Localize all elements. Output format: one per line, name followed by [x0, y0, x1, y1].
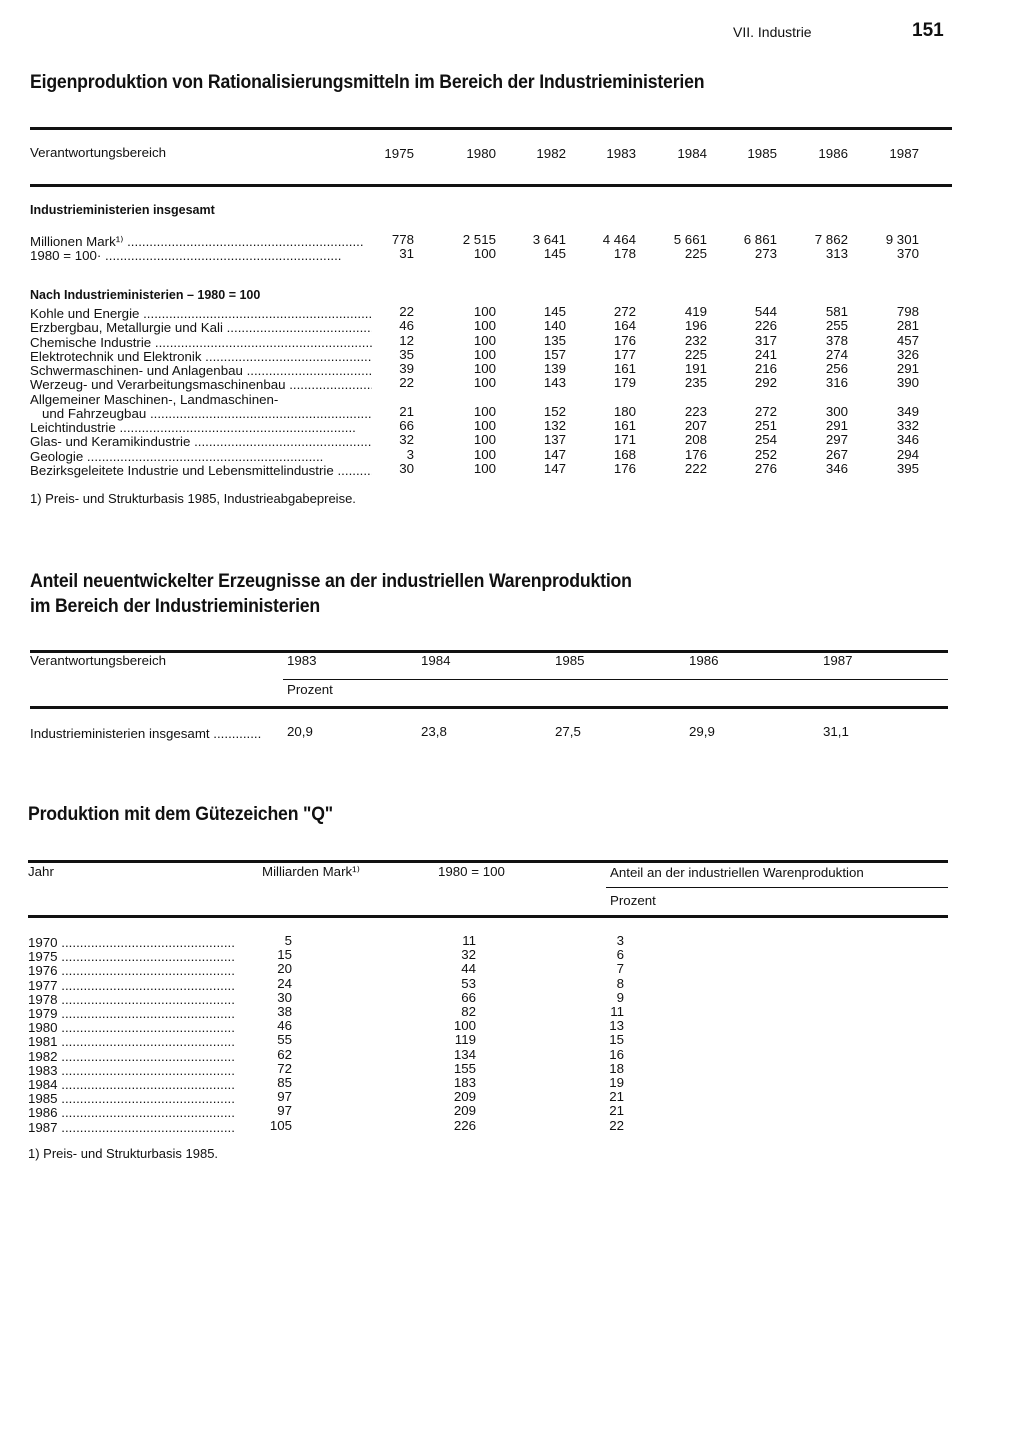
table1-cell: 168: [613, 446, 636, 462]
table1-cell: 135: [543, 332, 566, 348]
table1-cell: 778: [391, 232, 414, 247]
table1-cell: 3 641: [532, 232, 566, 247]
table1-cell: 139: [543, 361, 566, 376]
table1-cell: 31: [399, 246, 414, 262]
table1-cell: 191: [684, 361, 707, 376]
table1-cell: 178: [613, 246, 636, 262]
table1-cell: 7 862: [814, 232, 848, 247]
table3-year: 1980 .....: [28, 1020, 236, 1035]
table1-cell: 22: [399, 375, 414, 391]
table1-cell: 267: [825, 446, 848, 462]
table1-cell: 39: [399, 361, 414, 376]
table1-cell: 419: [684, 304, 707, 319]
table3-share: 16: [609, 1046, 624, 1062]
table3-index: 119: [454, 1032, 476, 1048]
table3-mrd: 20: [277, 961, 292, 977]
table1-cell: 100: [473, 375, 496, 391]
table1-cell: 252: [754, 446, 777, 462]
table1-cell: 316: [825, 375, 848, 391]
table1-cell: 291: [825, 418, 848, 433]
table1-year-header: 1987: [889, 146, 919, 161]
table3-mrd: 46: [277, 1018, 292, 1034]
table1-cell: 274: [825, 346, 848, 362]
table3-year: 1983 .....: [28, 1063, 236, 1078]
table2-header-rule: [30, 706, 948, 709]
table3-index: 44: [461, 961, 476, 977]
table2-cell: 23,8: [421, 724, 447, 739]
table1-cell: 291: [896, 361, 919, 376]
table1-cell: 9 301: [885, 232, 919, 247]
table1-cell: 100: [473, 446, 496, 462]
table2-cell: 20,9: [287, 724, 313, 739]
table1-cell: 100: [473, 332, 496, 348]
table2-unit: Prozent: [287, 682, 333, 697]
table1-cell: 4 464: [602, 232, 636, 247]
table1-year-header: 1986: [818, 146, 848, 161]
table1-cell: 100: [473, 403, 496, 419]
table3-mrd: 30: [277, 989, 292, 1005]
table3-share: 6: [616, 947, 624, 963]
table3-year-wrap: [28, 1119, 236, 1137]
table1-cell: 176: [684, 446, 707, 462]
table3-index: 183: [453, 1075, 476, 1090]
table3-share: 11: [610, 1004, 624, 1019]
table1-cell: 143: [543, 375, 566, 391]
table1-cell: 100: [473, 246, 496, 262]
table1-cell: 256: [825, 361, 848, 376]
table1-cell: 179: [613, 375, 636, 391]
table1-row-label: Glas- und Keramikindustrie .....: [30, 434, 372, 449]
table3-index: 226: [453, 1117, 476, 1133]
table1-cell: 370: [896, 246, 919, 262]
table3-year: 1970 .....: [28, 935, 236, 950]
table1-cell: 161: [613, 418, 636, 433]
table2-year-header: 1987: [823, 653, 853, 668]
table3-share: 3: [616, 933, 624, 948]
table3-year: 1975 .....: [28, 949, 236, 964]
table1-cell: 145: [543, 246, 566, 262]
table3-year: 1978 .....: [28, 992, 236, 1007]
table3-year: 1984 .....: [28, 1077, 236, 1092]
table1-cell: 544: [754, 304, 777, 319]
table3-mrd: 15: [277, 947, 292, 963]
table1-cell: 2 515: [462, 232, 496, 247]
table3-index: 32: [461, 947, 476, 963]
table2-title-line1: Anteil neuentwickelter Erzeugnisse an der industriellen Warenproduktion: [30, 571, 632, 592]
table1-cell: 317: [754, 332, 777, 348]
table2-unit-rule: [283, 679, 948, 680]
table3-mrd: 55: [277, 1032, 292, 1048]
table1-cell: 100: [473, 460, 496, 476]
table1-cell: 378: [825, 332, 848, 348]
table3-index: 100: [453, 1018, 476, 1034]
table2-year-header: 1986: [689, 653, 719, 668]
table1-cell: 281: [896, 318, 919, 334]
table3-share: 18: [609, 1060, 624, 1076]
table1-cell: 272: [613, 304, 636, 319]
table1-year-header: 1984: [677, 146, 707, 161]
table1-cell: 3: [406, 446, 414, 462]
table1-cell: 581: [825, 304, 848, 319]
table1-footnote: 1) Preis- und Strukturbasis 1985, Industrieabgabepreise.: [30, 491, 356, 506]
table1-cell: 349: [896, 403, 919, 419]
table3-mrd: 62: [277, 1046, 292, 1062]
table2-year-header: 1984: [421, 653, 451, 668]
table3-mrd: 5: [284, 933, 292, 948]
table1-cell: 207: [684, 418, 707, 433]
table1-cell: 164: [613, 318, 636, 334]
table2-col-label: Verantwortungsbereich: [30, 653, 167, 668]
table3-mrd: 38: [277, 1004, 292, 1019]
table1-cell: 12: [399, 332, 414, 348]
table3-title: Produktion mit dem Gütezeichen "Q": [28, 804, 333, 825]
table1-cell: 46: [399, 318, 414, 334]
table3-share: 13: [609, 1018, 624, 1034]
table3-index: 209: [453, 1089, 476, 1105]
table3-year: 1987 .....: [28, 1120, 236, 1135]
running-header-section: VII. Industrie: [733, 24, 812, 40]
table1-year-header: 1983: [606, 146, 636, 161]
table1-title: Eigenproduktion von Rationalisierungsmitteln im Bereich der Industrieministerien: [30, 72, 705, 93]
table1-cell: 390: [896, 375, 919, 391]
table3-year: 1982 .....: [28, 1049, 236, 1064]
table1-cell: 225: [684, 246, 707, 262]
table1-cell: 798: [896, 304, 919, 319]
table1-cell: 32: [399, 432, 414, 448]
table1-cell: 147: [543, 446, 566, 462]
table1-cell: 297: [825, 432, 848, 448]
table2-year-header: 1985: [555, 653, 585, 668]
table1-cell: 66: [399, 418, 414, 433]
table1-cell: 21: [399, 403, 414, 419]
table1-cell: 196: [684, 318, 707, 334]
table3-index: 53: [461, 975, 476, 991]
table1-cell: 35: [399, 346, 414, 362]
table1-cell: 222: [684, 460, 707, 476]
table1-cell: 395: [896, 460, 919, 476]
table1-row-label: Bezirksgeleitete Industrie und Lebensmittelindustrie .....: [30, 463, 372, 478]
table1-row-label: Millionen Mark¹⁾ .....: [30, 234, 364, 249]
table1-row-label: Elektrotechnik und Elektronik .....: [30, 349, 372, 364]
table1-cell: 161: [613, 361, 636, 376]
table1-cell: 100: [473, 418, 496, 433]
table3-share: 8: [616, 975, 624, 991]
table1-cell: 232: [684, 332, 707, 348]
table1-cell: 223: [684, 403, 707, 419]
table1-cell: 208: [684, 432, 707, 448]
table3-year: 1976 .....: [28, 963, 236, 978]
table1-cell: 226: [754, 318, 777, 334]
table1-year-header: 1975: [384, 146, 414, 161]
table3-index: 209: [453, 1103, 476, 1119]
table1-cell: 313: [825, 246, 848, 262]
table3-mrd: 24: [277, 975, 292, 991]
table3-index: 134: [453, 1046, 476, 1062]
table1-row-label: und Fahrzeugbau .....: [42, 406, 372, 421]
table1-cell: 346: [825, 460, 848, 476]
table1-cell: 145: [543, 304, 566, 319]
table1-row-label-wrap: [30, 462, 372, 480]
table3-mrd: 85: [277, 1075, 292, 1090]
table1-row-label: Leichtindustrie .....: [30, 420, 356, 435]
table1-cell: 272: [754, 403, 777, 419]
table1-row-label: Schwermaschinen- und Anlagenbau .....: [30, 363, 372, 378]
table3-header-rule: [28, 915, 948, 918]
table2-top-rule: [30, 650, 948, 653]
table1-cell: 30: [399, 460, 414, 476]
table1-cell: 273: [754, 246, 777, 262]
table1-cell: 255: [825, 318, 848, 334]
table3-index: 11: [462, 933, 476, 948]
table1-cell: 251: [754, 418, 777, 433]
table1-cell: 457: [896, 332, 919, 348]
table1-cell: 100: [473, 361, 496, 376]
table3-index: 82: [461, 1004, 476, 1019]
table1-cell: 254: [754, 432, 777, 448]
table1-top-rule: [30, 127, 952, 130]
table1-cell: 140: [543, 318, 566, 334]
table1-cell: 176: [613, 460, 636, 476]
table1-cell: 100: [473, 432, 496, 448]
table3-share: 7: [616, 961, 624, 977]
table3-year: 1977 .....: [28, 978, 236, 993]
table1-row-label: Werzeug- und Verarbeitungsmaschinenbau .....: [30, 377, 372, 392]
table3-unit-rule: [606, 887, 948, 888]
table1-cell: 132: [543, 418, 566, 433]
table1-year-header: 1985: [747, 146, 777, 161]
table3-col-year: Jahr: [28, 864, 54, 879]
table3-share: 9: [616, 989, 624, 1005]
table3-year: 1985 .....: [28, 1091, 236, 1106]
table3-year: 1979 .....: [28, 1006, 236, 1021]
table3-footnote: 1) Preis- und Strukturbasis 1985.: [28, 1146, 219, 1161]
table3-mrd: 97: [277, 1103, 292, 1119]
table1-cell: 326: [896, 346, 919, 362]
table1-group-total: Industrieministerien insgesamt: [30, 203, 215, 217]
table1-row-label-wrap: [30, 247, 372, 265]
table3-index: 155: [453, 1060, 476, 1076]
table1-header-rule: [30, 184, 952, 187]
table1-row-label: 1980 = 100· .....: [30, 248, 342, 263]
table1-cell: 292: [754, 375, 777, 391]
table1-year-header: 1982: [536, 146, 566, 161]
table1-cell: 216: [754, 361, 777, 376]
table2-cell: 27,5: [555, 724, 581, 739]
table1-cell: 137: [543, 432, 566, 448]
table1-cell: 176: [613, 332, 636, 348]
table3-col-index: 1980 = 100: [438, 864, 505, 879]
table1-cell: 5 661: [673, 232, 707, 247]
table3-share: 22: [609, 1117, 624, 1133]
table2-title-line2: im Bereich der Industrieministerien: [30, 596, 321, 617]
table1-cell: 276: [754, 460, 777, 476]
table1-cell: 300: [825, 403, 848, 419]
table1-cell: 22: [399, 304, 414, 319]
table1-group-ministries: Nach Industrieministerien – 1980 = 100: [30, 288, 261, 302]
table1-cell: 100: [473, 346, 496, 362]
table1-cell: 100: [473, 304, 496, 319]
table2-row-label-wrap: [30, 725, 262, 743]
table1-cell: 152: [543, 403, 566, 419]
table3-share: 19: [609, 1075, 624, 1090]
table3-mrd: 97: [277, 1089, 292, 1105]
table1-cell: 157: [543, 346, 566, 362]
table3-share: 21: [609, 1089, 624, 1105]
table2-year-header: 1983: [287, 653, 317, 668]
table1-cell: 332: [896, 418, 919, 433]
table3-share: 21: [609, 1103, 624, 1119]
table1-year-header: 1980: [466, 146, 496, 161]
table3-year: 1981 .....: [28, 1034, 236, 1049]
table3-unit: Prozent: [610, 893, 656, 908]
table1-cell: 6 861: [743, 232, 777, 247]
table1-row-label-continued: Allgemeiner Maschinen-, Landmaschinen-: [30, 391, 279, 407]
table1-cell: 235: [684, 375, 707, 391]
table3-col-share: Anteil an der industriellen Warenproduktion: [610, 865, 864, 880]
table1-cell: 294: [896, 446, 919, 462]
table2-row-label: Industrieministerien insgesamt .....: [30, 726, 262, 741]
table3-share: 15: [609, 1032, 624, 1048]
page-number: 151: [912, 20, 944, 41]
table1-cell: 100: [473, 318, 496, 334]
table1-row-label: Erzbergbau, Metallurgie und Kali .....: [30, 320, 372, 335]
table1-row-label: Geologie .....: [30, 449, 323, 464]
table1-col-label: Verantwortungsbereich: [30, 145, 167, 160]
table2-cell: 29,9: [689, 724, 715, 739]
table1-cell: 225: [684, 346, 707, 362]
table1-cell: 177: [613, 346, 636, 362]
table3-top-rule: [28, 860, 948, 863]
table1-cell: 171: [613, 432, 636, 448]
table1-cell: 241: [754, 346, 777, 362]
table3-index: 66: [461, 989, 476, 1005]
table3-mrd: 72: [277, 1060, 292, 1076]
table3-col-mrd: Milliarden Mark¹⁾: [262, 864, 360, 879]
table1-cell: 346: [896, 432, 919, 448]
table1-row-label: Chemische Industrie .....: [30, 335, 372, 350]
table1-cell: 180: [613, 403, 636, 419]
table3-year: 1986 .....: [28, 1105, 236, 1120]
table1-row-label: Kohle und Energie .....: [30, 306, 372, 321]
table1-cell: 147: [543, 460, 566, 476]
table2-cell: 31,1: [823, 724, 849, 739]
table3-mrd: 105: [269, 1117, 292, 1133]
